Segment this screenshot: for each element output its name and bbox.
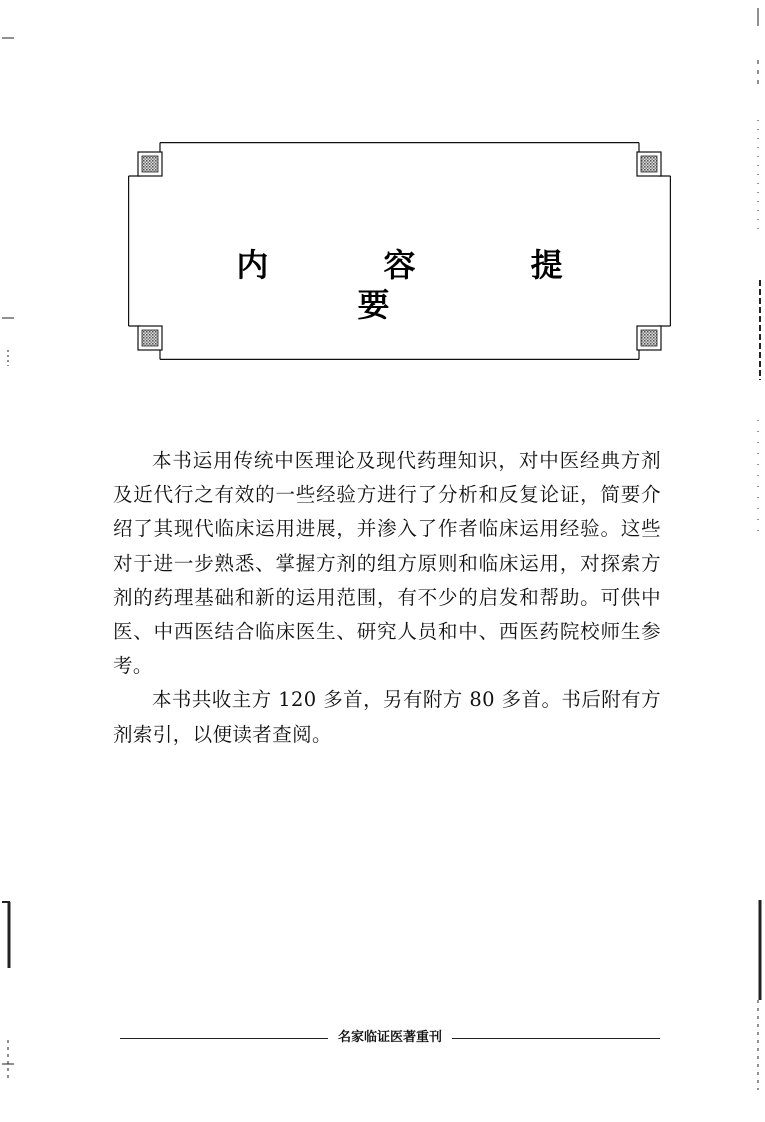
- corner-ornament-bottom-right: [637, 326, 661, 350]
- series-footer: [120, 1028, 660, 1048]
- corner-ornament-bottom-left: [138, 326, 162, 350]
- footer-rule-right: [452, 1038, 660, 1039]
- series-name: 名家临证医著重刊: [337, 1030, 442, 1045]
- summary-paragraph-1: 本书运用传统中医理论及现代药理知识，对中医经典方剂及近代行之有效的一些经验方进行了分析和反复论证，简要介绍了其现代临床运用进展，并渗入了作者临床运用经验。这些对于进一步熟悉、掌握方剂的组方原则和临床运用，对探索方剂的药理基础和新的运用范围，有不少的启发和帮助。可供中医、中西医结合临床医生、研究人员和中、西医药院校师生参考。: [113, 449, 661, 678]
- summary-text: [113, 444, 661, 752]
- summary-paragraph-2: 本书共收主方 120 多首，另有附方 80 多首。书后附有方剂索引，以便读者查阅。: [113, 688, 661, 746]
- corner-ornament-top-right: [637, 152, 661, 176]
- corner-ornament-top-left: [138, 152, 162, 176]
- footer-rule-left: [120, 1038, 328, 1039]
- title-frame: [128, 142, 671, 360]
- page-title: 内 容 提 要: [236, 246, 615, 325]
